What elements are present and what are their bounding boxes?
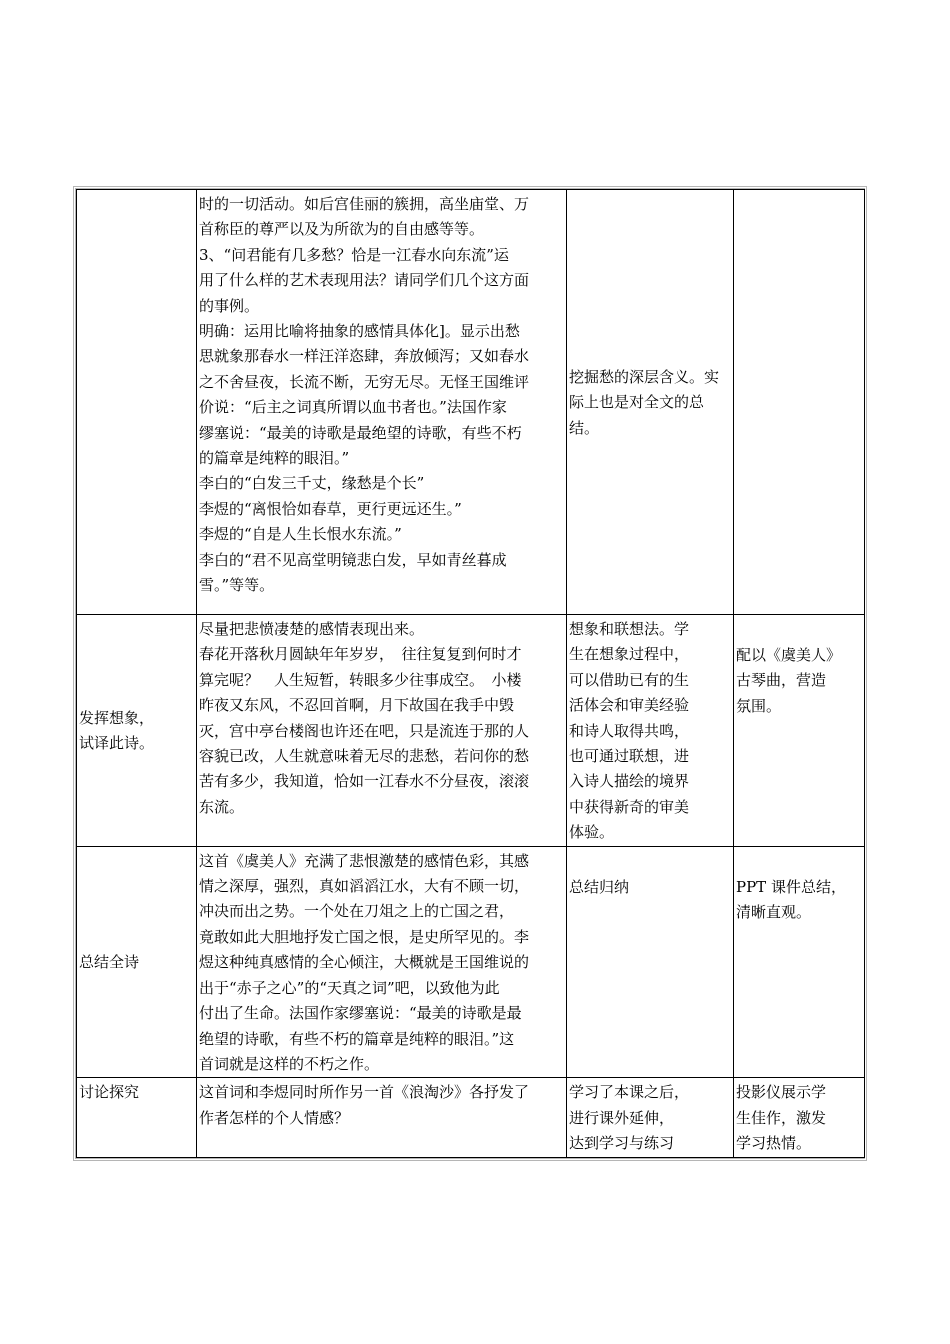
text-line: 这首词和李煜同时所作另一首《浪淘沙》各抒发了 (199, 1083, 530, 1102)
text-line: 和诗人取得共鸣， (569, 721, 690, 740)
text-line: 尽量把悲愤凄楚的感情表现出来。 (199, 620, 425, 638)
text-line: 出于“赤子之心”的“天真之词”吧，以致他为此 (199, 978, 500, 997)
text-line: 的篇章是纯粹的眼泪。” (199, 449, 350, 468)
row3-col1 (77, 846, 197, 1078)
text-line: 3、“问君能有几多愁？恰是一江春水向东流”运 (199, 245, 509, 264)
text-line: 发挥想象， (79, 708, 155, 727)
text-line: 之不舍昼夜，长流不断，无穷无尽。无怪王国维评 (199, 372, 530, 391)
row2-col2 (197, 615, 567, 847)
table (76, 189, 865, 1158)
text-line: 入诗人描绘的境界 (569, 772, 690, 791)
lesson-plan-table (73, 186, 867, 1161)
text-line: 挖掘愁的深层含义。实 (569, 367, 720, 386)
text-line: 李煜的“自是人生长恨水东流。” (199, 525, 402, 544)
text-line: 东流。 (199, 797, 245, 816)
text-line: 雪。”等等。 (199, 576, 275, 595)
text-line: 也可通过联想，进 (569, 747, 690, 766)
table-row (77, 190, 865, 615)
text-line: 昨夜又东风，不忍回首啊，月下故国在我手中毁 (199, 696, 515, 715)
text-line: 学习热情。 (736, 1134, 812, 1153)
text-line: 生佳作，激发 (736, 1108, 827, 1127)
text-line: 清晰直观。 (736, 903, 812, 922)
text-line: 首词就是这样的不朽之作。 (199, 1054, 380, 1073)
text-line: 讨论探究 (79, 1083, 140, 1102)
table-row (77, 1078, 865, 1157)
row3-col4 (734, 846, 865, 1078)
text-line: 付出了生命。法国作家缪塞说：“最美的诗歌是最 (199, 1004, 522, 1023)
text-line: 李白的“君不见高堂明镜悲白发，早如青丝暮成 (199, 550, 507, 569)
text-line: 中获得新奇的审美 (569, 797, 690, 816)
row4-col3 (567, 1078, 734, 1157)
text-line: 进行课外延伸， (569, 1108, 675, 1127)
text-line: 明确：运用比喻将抽象的感情具体化]。显示出愁 (199, 322, 520, 341)
text-line: 李煜的“离恨恰如春草，更行更远还生。” (199, 499, 462, 518)
row1-col4 (734, 190, 865, 615)
table-row (77, 615, 865, 847)
text-line: 氛围。 (736, 696, 782, 715)
text-line: 的事例。 (199, 296, 260, 315)
text-line: 生在想象过程中， (569, 645, 690, 664)
text-line: PPT 课件总结， (736, 877, 846, 896)
text-line: 古琴曲，营造 (736, 671, 827, 690)
row4-col1 (77, 1078, 197, 1157)
row3-col3 (567, 846, 734, 1078)
text-line: 这首《虞美人》充满了悲恨激楚的感情色彩，其感 (199, 851, 530, 870)
text-line: 达到学习与练习 (569, 1134, 675, 1153)
text-line: 投影仪展示学 (736, 1083, 827, 1102)
text-line: 作者怎样的个人情感？ (199, 1108, 350, 1127)
text-line: 总结归纳 (569, 877, 630, 896)
text-line: 情之深厚，强烈，真如滔滔江水，大有不顾一切， (199, 877, 530, 896)
row4-col4 (734, 1078, 865, 1157)
text-line: 绝望的诗歌，有些不朽的篇章是纯粹的眼泪。”这 (199, 1029, 515, 1048)
row4-col2 (197, 1078, 567, 1157)
text-line: 想象和联想法。学 (569, 620, 690, 638)
text-line: 容貌已改，人生就意味着无尽的悲愁，若问你的愁 (199, 747, 530, 766)
text-line: 可以借助已有的生 (569, 670, 690, 689)
text-line: 用了什么样的艺术表现用法？请同学们几个这方面 (199, 271, 530, 290)
text-line: 冲决而出之势。一个处在刀俎之上的亡国之君， (199, 902, 515, 921)
text-line: 首称臣的尊严以及为所欲为的自由感等等。 (199, 220, 485, 239)
text-line: 学习了本课之后， (569, 1083, 690, 1102)
text-line: 活体会和审美经验 (569, 696, 690, 715)
text-line: 灭，宫中亭台楼阁也许还在吧，只是流连于那的人 (199, 721, 530, 740)
text-line: 缪塞说：“最美的诗歌是最绝望的诗歌，有些不朽 (199, 423, 522, 442)
text-line: 春花开落秋月圆缺年年岁岁， 往往复复到何时才 (199, 645, 522, 664)
row1-col3 (567, 190, 734, 615)
row2-col4 (734, 615, 865, 847)
text-line: 价说：“后主之词真所谓以血书者也。”法国作家 (199, 398, 507, 417)
text-line: 煜这种纯真感情的全心倾注，大概就是王国维说的 (199, 953, 530, 972)
table-row (77, 846, 865, 1078)
text-line: 时的一切活动。如后宫佳丽的簇拥，高坐庙堂、万 (199, 195, 530, 213)
row2-col3 (567, 615, 734, 847)
row3-col2 (197, 846, 567, 1078)
text-line: 结。 (569, 418, 600, 437)
text-line: 苦有多少，我知道，恰如一江春水不分昼夜，滚滚 (199, 772, 530, 791)
text-line: 际上也是对全文的总 (569, 393, 705, 412)
text-line: 体验。 (569, 823, 615, 842)
text-line: 思就象那春水一样汪洋恣肆，奔放倾泻；又如春水 (199, 347, 530, 366)
text-line: 李白的“白发三千丈，缘愁是个长” (199, 474, 425, 493)
text-line: 竟敢如此大胆地抒发亡国之恨，是史所罕见的。李 (199, 927, 530, 946)
row2-col1 (77, 615, 197, 847)
text-line: 配以《虞美人》 (736, 646, 842, 664)
row1-col1 (77, 190, 197, 615)
text-line: 算完呢？ 人生短暂，转眼多少往事成空。 小楼 (199, 670, 522, 689)
text-line: 总结全诗 (79, 953, 140, 972)
row1-col2 (197, 190, 567, 615)
text-line: 试译此诗。 (79, 734, 155, 753)
